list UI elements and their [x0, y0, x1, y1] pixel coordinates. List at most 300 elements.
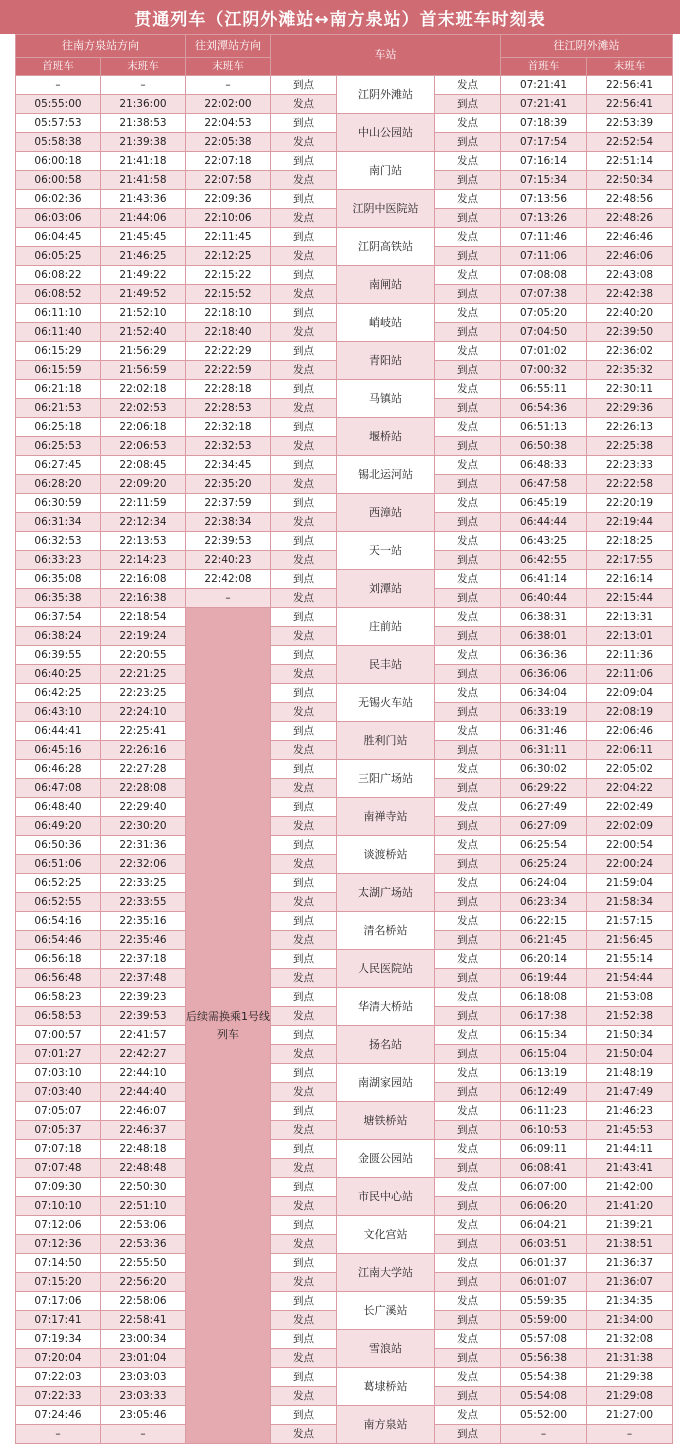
north-arrival-departure-label: 到点: [435, 209, 501, 228]
north-arrival-departure-label: 发点: [435, 342, 501, 361]
north-first-time: 07:18:39: [501, 114, 587, 133]
south-first-time: 06:25:18: [16, 418, 101, 437]
north-arrival-departure-label: 发点: [435, 950, 501, 969]
table-row: [16, 836, 673, 855]
north-first-time: 06:03:51: [501, 1235, 587, 1254]
station-name: 南禅寺站: [337, 798, 435, 836]
station-name: 峭岐站: [337, 304, 435, 342]
north-first-time: 07:04:50: [501, 323, 587, 342]
north-arrival-departure-label: 发点: [435, 760, 501, 779]
station-name: 南闸站: [337, 266, 435, 304]
header-first-train: 首班车: [16, 58, 101, 76]
table-row: [16, 646, 673, 665]
south-last-time: 21:39:38: [101, 133, 186, 152]
north-arrival-departure-label: 到点: [435, 1273, 501, 1292]
station-name: 市民中心站: [337, 1178, 435, 1216]
south-last-time: 22:25:41: [101, 722, 186, 741]
south-last-time: 22:53:36: [101, 1235, 186, 1254]
table-row: [16, 266, 673, 285]
south-last-time: 21:38:53: [101, 114, 186, 133]
south-first-time: 07:12:36: [16, 1235, 101, 1254]
south-arrival-departure-label: 到点: [271, 950, 337, 969]
south-first-time: 06:54:46: [16, 931, 101, 950]
south-first-time: 06:05:25: [16, 247, 101, 266]
north-first-time: 05:59:00: [501, 1311, 587, 1330]
liutan-last-time: 22:15:52: [186, 285, 271, 304]
station-name: 民丰站: [337, 646, 435, 684]
north-arrival-departure-label: 发点: [435, 152, 501, 171]
south-first-time: 07:03:40: [16, 1083, 101, 1102]
north-arrival-departure-label: 发点: [435, 1330, 501, 1349]
south-first-time: 06:33:23: [16, 551, 101, 570]
table-row: [16, 342, 673, 361]
south-arrival-departure-label: 发点: [271, 665, 337, 684]
header-station: 车站: [271, 35, 501, 76]
liutan-last-time: 22:37:59: [186, 494, 271, 513]
station-name: 谈渡桥站: [337, 836, 435, 874]
liutan-last-time: 22:38:34: [186, 513, 271, 532]
south-first-time: 07:03:10: [16, 1064, 101, 1083]
north-first-time: 06:09:11: [501, 1140, 587, 1159]
north-arrival-departure-label: 到点: [435, 1425, 501, 1444]
north-last-time: 21:31:38: [587, 1349, 673, 1368]
north-arrival-departure-label: 到点: [435, 247, 501, 266]
north-last-time: 22:48:56: [587, 190, 673, 209]
north-arrival-departure-label: 发点: [435, 1368, 501, 1387]
north-arrival-departure-label: 到点: [435, 323, 501, 342]
north-last-time: 22:04:22: [587, 779, 673, 798]
south-last-time: 22:48:18: [101, 1140, 186, 1159]
north-arrival-departure-label: 到点: [435, 1349, 501, 1368]
north-first-time: 07:21:41: [501, 95, 587, 114]
south-arrival-departure-label: 发点: [271, 1235, 337, 1254]
south-arrival-departure-label: 发点: [271, 1349, 337, 1368]
south-last-time: 22:06:18: [101, 418, 186, 437]
north-last-time: 22:23:33: [587, 456, 673, 475]
south-first-time: 06:11:10: [16, 304, 101, 323]
south-first-time: 06:58:23: [16, 988, 101, 1007]
south-last-time: 22:50:30: [101, 1178, 186, 1197]
south-arrival-departure-label: 到点: [271, 608, 337, 627]
south-first-time: 07:05:07: [16, 1102, 101, 1121]
south-last-time: 22:12:34: [101, 513, 186, 532]
north-arrival-departure-label: 发点: [435, 380, 501, 399]
south-first-time: 06:56:48: [16, 969, 101, 988]
south-last-time: 22:55:50: [101, 1254, 186, 1273]
south-last-time: 22:35:46: [101, 931, 186, 950]
south-arrival-departure-label: 发点: [271, 703, 337, 722]
north-last-time: 21:48:19: [587, 1064, 673, 1083]
north-arrival-departure-label: 到点: [435, 1197, 501, 1216]
liutan-last-time: 22:09:36: [186, 190, 271, 209]
north-first-time: –: [501, 1425, 587, 1444]
north-arrival-departure-label: 到点: [435, 703, 501, 722]
south-last-time: 22:13:53: [101, 532, 186, 551]
south-first-time: 07:19:34: [16, 1330, 101, 1349]
north-first-time: 06:24:04: [501, 874, 587, 893]
south-last-time: –: [101, 1425, 186, 1444]
south-first-time: 07:22:03: [16, 1368, 101, 1387]
south-first-time: 06:44:41: [16, 722, 101, 741]
south-last-time: 22:30:20: [101, 817, 186, 836]
south-arrival-departure-label: 发点: [271, 1045, 337, 1064]
north-last-time: 22:43:08: [587, 266, 673, 285]
south-last-time: 22:58:41: [101, 1311, 186, 1330]
station-name: 天一站: [337, 532, 435, 570]
south-first-time: 06:56:18: [16, 950, 101, 969]
north-last-time: 21:34:00: [587, 1311, 673, 1330]
south-first-time: 07:10:10: [16, 1197, 101, 1216]
north-last-time: 21:50:04: [587, 1045, 673, 1064]
north-arrival-departure-label: 到点: [435, 627, 501, 646]
north-first-time: 06:06:20: [501, 1197, 587, 1216]
south-last-time: 21:46:25: [101, 247, 186, 266]
north-first-time: 07:08:08: [501, 266, 587, 285]
north-arrival-departure-label: 发点: [435, 722, 501, 741]
south-last-time: 22:53:06: [101, 1216, 186, 1235]
south-first-time: 07:17:41: [16, 1311, 101, 1330]
north-arrival-departure-label: 到点: [435, 589, 501, 608]
south-first-time: 07:22:33: [16, 1387, 101, 1406]
north-arrival-departure-label: 发点: [435, 836, 501, 855]
north-first-time: 06:50:38: [501, 437, 587, 456]
south-arrival-departure-label: 到点: [271, 1140, 337, 1159]
north-last-time: 21:32:08: [587, 1330, 673, 1349]
north-arrival-departure-label: 发点: [435, 1140, 501, 1159]
north-first-time: 06:33:19: [501, 703, 587, 722]
south-arrival-departure-label: 发点: [271, 133, 337, 152]
south-arrival-departure-label: 发点: [271, 893, 337, 912]
north-last-time: 22:02:09: [587, 817, 673, 836]
north-arrival-departure-label: 到点: [435, 475, 501, 494]
north-arrival-departure-label: 发点: [435, 532, 501, 551]
south-last-time: 22:23:25: [101, 684, 186, 703]
station-name: 西漳站: [337, 494, 435, 532]
station-name: 文化宫站: [337, 1216, 435, 1254]
north-arrival-departure-label: 到点: [435, 361, 501, 380]
south-first-time: –: [16, 1425, 101, 1444]
south-arrival-departure-label: 发点: [271, 209, 337, 228]
table-row: [16, 798, 673, 817]
station-name: 长广溪站: [337, 1292, 435, 1330]
north-first-time: 06:38:01: [501, 627, 587, 646]
south-last-time: 22:11:59: [101, 494, 186, 513]
south-arrival-departure-label: 到点: [271, 1254, 337, 1273]
south-arrival-departure-label: 到点: [271, 1102, 337, 1121]
north-arrival-departure-label: 到点: [435, 741, 501, 760]
transfer-note: 后续需换乘1号线列车: [186, 608, 271, 1444]
south-arrival-departure-label: 发点: [271, 475, 337, 494]
south-first-time: 07:14:50: [16, 1254, 101, 1273]
north-first-time: 06:07:00: [501, 1178, 587, 1197]
south-last-time: 22:06:53: [101, 437, 186, 456]
north-arrival-departure-label: 到点: [435, 931, 501, 950]
south-last-time: 22:32:06: [101, 855, 186, 874]
south-first-time: 06:15:59: [16, 361, 101, 380]
south-arrival-departure-label: 发点: [271, 95, 337, 114]
north-first-time: 06:12:49: [501, 1083, 587, 1102]
north-last-time: 22:52:54: [587, 133, 673, 152]
station-name: 南湖家园站: [337, 1064, 435, 1102]
table-row: [16, 532, 673, 551]
north-last-time: 21:54:44: [587, 969, 673, 988]
north-last-time: 22:08:19: [587, 703, 673, 722]
north-last-time: 22:29:36: [587, 399, 673, 418]
table-row: [16, 912, 673, 931]
south-arrival-departure-label: 到点: [271, 342, 337, 361]
north-arrival-departure-label: 发点: [435, 76, 501, 95]
north-first-time: 07:05:20: [501, 304, 587, 323]
table-row: [16, 418, 673, 437]
north-last-time: 21:41:20: [587, 1197, 673, 1216]
table-row: [16, 760, 673, 779]
station-name: 江南大学站: [337, 1254, 435, 1292]
north-arrival-departure-label: 发点: [435, 304, 501, 323]
south-last-time: 22:26:16: [101, 741, 186, 760]
south-last-time: 21:56:59: [101, 361, 186, 380]
north-first-time: 07:07:38: [501, 285, 587, 304]
table-row: [16, 190, 673, 209]
north-last-time: 22:02:49: [587, 798, 673, 817]
north-arrival-departure-label: 到点: [435, 1311, 501, 1330]
south-first-time: 07:00:57: [16, 1026, 101, 1045]
north-last-time: 22:09:04: [587, 684, 673, 703]
south-first-time: 06:03:06: [16, 209, 101, 228]
table-row: [16, 114, 673, 133]
station-name: 华清大桥站: [337, 988, 435, 1026]
south-last-time: 22:18:54: [101, 608, 186, 627]
south-first-time: 06:47:08: [16, 779, 101, 798]
liutan-last-time: 22:32:53: [186, 437, 271, 456]
south-first-time: 05:58:38: [16, 133, 101, 152]
south-arrival-departure-label: 到点: [271, 646, 337, 665]
south-last-time: 21:43:36: [101, 190, 186, 209]
north-first-time: 07:16:14: [501, 152, 587, 171]
north-last-time: 22:13:01: [587, 627, 673, 646]
north-last-time: 21:50:34: [587, 1026, 673, 1045]
south-last-time: 22:24:10: [101, 703, 186, 722]
north-arrival-departure-label: 到点: [435, 817, 501, 836]
north-last-time: 22:18:25: [587, 532, 673, 551]
station-name: 马镇站: [337, 380, 435, 418]
south-last-time: 22:41:57: [101, 1026, 186, 1045]
station-name: 江阴外滩站: [337, 76, 435, 114]
north-first-time: 05:56:38: [501, 1349, 587, 1368]
liutan-last-time: 22:28:53: [186, 399, 271, 418]
liutan-last-time: 22:11:45: [186, 228, 271, 247]
north-first-time: 07:13:26: [501, 209, 587, 228]
south-first-time: 06:48:40: [16, 798, 101, 817]
north-last-time: 21:29:08: [587, 1387, 673, 1406]
table-row: [16, 76, 673, 95]
table-row: [16, 1330, 673, 1349]
table-row: [16, 608, 673, 627]
north-arrival-departure-label: 发点: [435, 1292, 501, 1311]
south-arrival-departure-label: 发点: [271, 323, 337, 342]
north-first-time: 06:18:08: [501, 988, 587, 1007]
north-arrival-departure-label: 发点: [435, 1254, 501, 1273]
north-last-time: 22:05:02: [587, 760, 673, 779]
south-last-time: –: [101, 76, 186, 95]
table-row: [16, 152, 673, 171]
liutan-last-time: 22:18:40: [186, 323, 271, 342]
north-arrival-departure-label: 到点: [435, 437, 501, 456]
north-first-time: 06:22:15: [501, 912, 587, 931]
south-arrival-departure-label: 到点: [271, 722, 337, 741]
liutan-last-time: 22:34:45: [186, 456, 271, 475]
north-first-time: 06:17:38: [501, 1007, 587, 1026]
north-last-time: –: [587, 1425, 673, 1444]
liutan-last-time: 22:18:10: [186, 304, 271, 323]
north-arrival-departure-label: 发点: [435, 798, 501, 817]
north-arrival-departure-label: 发点: [435, 266, 501, 285]
south-first-time: 06:31:34: [16, 513, 101, 532]
south-first-time: 06:37:54: [16, 608, 101, 627]
north-arrival-departure-label: 发点: [435, 874, 501, 893]
south-last-time: 22:20:55: [101, 646, 186, 665]
south-arrival-departure-label: 发点: [271, 1425, 337, 1444]
north-first-time: 06:04:21: [501, 1216, 587, 1235]
south-arrival-departure-label: 到点: [271, 190, 337, 209]
station-name: 江阴中医院站: [337, 190, 435, 228]
north-last-time: 22:48:26: [587, 209, 673, 228]
south-arrival-departure-label: 到点: [271, 1292, 337, 1311]
north-first-time: 05:57:08: [501, 1330, 587, 1349]
north-last-time: 22:40:20: [587, 304, 673, 323]
south-first-time: 06:35:38: [16, 589, 101, 608]
north-first-time: 06:47:58: [501, 475, 587, 494]
north-first-time: 06:15:34: [501, 1026, 587, 1045]
south-first-time: –: [16, 76, 101, 95]
south-arrival-departure-label: 到点: [271, 988, 337, 1007]
north-first-time: 06:25:24: [501, 855, 587, 874]
south-arrival-departure-label: 到点: [271, 1216, 337, 1235]
liutan-last-time: 22:28:18: [186, 380, 271, 399]
south-arrival-departure-label: 发点: [271, 171, 337, 190]
north-first-time: 06:08:41: [501, 1159, 587, 1178]
north-last-time: 22:56:41: [587, 95, 673, 114]
station-name: 庄前站: [337, 608, 435, 646]
north-last-time: 22:25:38: [587, 437, 673, 456]
liutan-last-time: 22:15:22: [186, 266, 271, 285]
north-last-time: 21:44:11: [587, 1140, 673, 1159]
liutan-last-time: 22:12:25: [186, 247, 271, 266]
liutan-last-time: 22:42:08: [186, 570, 271, 589]
station-name: 江阴高铁站: [337, 228, 435, 266]
north-arrival-departure-label: 发点: [435, 456, 501, 475]
north-last-time: 22:00:54: [587, 836, 673, 855]
station-name: 金匮公园站: [337, 1140, 435, 1178]
north-last-time: 22:16:14: [587, 570, 673, 589]
north-arrival-departure-label: 到点: [435, 1387, 501, 1406]
north-first-time: 06:29:22: [501, 779, 587, 798]
south-last-time: 22:02:18: [101, 380, 186, 399]
south-last-time: 22:46:37: [101, 1121, 186, 1140]
liutan-last-time: 22:40:23: [186, 551, 271, 570]
south-last-time: 21:41:18: [101, 152, 186, 171]
north-last-time: 22:19:44: [587, 513, 673, 532]
north-last-time: 21:58:34: [587, 893, 673, 912]
north-arrival-departure-label: 发点: [435, 114, 501, 133]
table-row: [16, 494, 673, 513]
south-arrival-departure-label: 发点: [271, 627, 337, 646]
south-arrival-departure-label: 发点: [271, 437, 337, 456]
south-last-time: 23:00:34: [101, 1330, 186, 1349]
south-arrival-departure-label: 到点: [271, 266, 337, 285]
north-first-time: 06:15:04: [501, 1045, 587, 1064]
north-last-time: 22:00:24: [587, 855, 673, 874]
north-last-time: 22:36:02: [587, 342, 673, 361]
south-first-time: 06:04:45: [16, 228, 101, 247]
south-last-time: 22:42:27: [101, 1045, 186, 1064]
south-arrival-departure-label: 到点: [271, 798, 337, 817]
north-arrival-departure-label: 发点: [435, 418, 501, 437]
south-first-time: 06:08:52: [16, 285, 101, 304]
north-first-time: 06:54:36: [501, 399, 587, 418]
north-first-time: 06:01:07: [501, 1273, 587, 1292]
south-arrival-departure-label: 到点: [271, 380, 337, 399]
south-arrival-departure-label: 到点: [271, 836, 337, 855]
north-arrival-departure-label: 发点: [435, 1026, 501, 1045]
north-last-time: 21:45:53: [587, 1121, 673, 1140]
south-first-time: 06:00:58: [16, 171, 101, 190]
station-name: 雪浪站: [337, 1330, 435, 1368]
south-first-time: 06:49:20: [16, 817, 101, 836]
north-first-time: 07:01:02: [501, 342, 587, 361]
south-last-time: 22:33:25: [101, 874, 186, 893]
south-last-time: 21:44:06: [101, 209, 186, 228]
south-last-time: 22:28:08: [101, 779, 186, 798]
north-first-time: 07:00:32: [501, 361, 587, 380]
south-last-time: 22:46:07: [101, 1102, 186, 1121]
south-first-time: 06:21:18: [16, 380, 101, 399]
south-arrival-departure-label: 到点: [271, 152, 337, 171]
station-name: 无锡火车站: [337, 684, 435, 722]
south-arrival-departure-label: 到点: [271, 494, 337, 513]
north-first-time: 06:36:06: [501, 665, 587, 684]
header-first-train: 首班车: [501, 58, 587, 76]
south-last-time: 22:33:55: [101, 893, 186, 912]
south-last-time: 22:51:10: [101, 1197, 186, 1216]
north-last-time: 21:29:38: [587, 1368, 673, 1387]
south-first-time: 07:07:48: [16, 1159, 101, 1178]
header-south-direction: 往南方泉站方向: [16, 35, 186, 58]
north-arrival-departure-label: 发点: [435, 912, 501, 931]
table-row: [16, 1102, 673, 1121]
north-arrival-departure-label: 到点: [435, 513, 501, 532]
north-last-time: 22:39:50: [587, 323, 673, 342]
north-last-time: 22:11:36: [587, 646, 673, 665]
south-arrival-departure-label: 发点: [271, 969, 337, 988]
table-row: [16, 1368, 673, 1387]
south-first-time: 07:12:06: [16, 1216, 101, 1235]
north-first-time: 06:20:14: [501, 950, 587, 969]
station-name: 锡北运河站: [337, 456, 435, 494]
north-last-time: 22:46:06: [587, 247, 673, 266]
south-arrival-departure-label: 发点: [271, 285, 337, 304]
table-row: [16, 722, 673, 741]
north-arrival-departure-label: 到点: [435, 1121, 501, 1140]
south-first-time: 07:05:37: [16, 1121, 101, 1140]
table-row: [16, 1064, 673, 1083]
north-first-time: 06:11:23: [501, 1102, 587, 1121]
north-last-time: 22:50:34: [587, 171, 673, 190]
south-first-time: 06:00:18: [16, 152, 101, 171]
south-first-time: 06:42:25: [16, 684, 101, 703]
north-first-time: 05:52:00: [501, 1406, 587, 1425]
north-first-time: 07:11:46: [501, 228, 587, 247]
liutan-last-time: 22:07:18: [186, 152, 271, 171]
